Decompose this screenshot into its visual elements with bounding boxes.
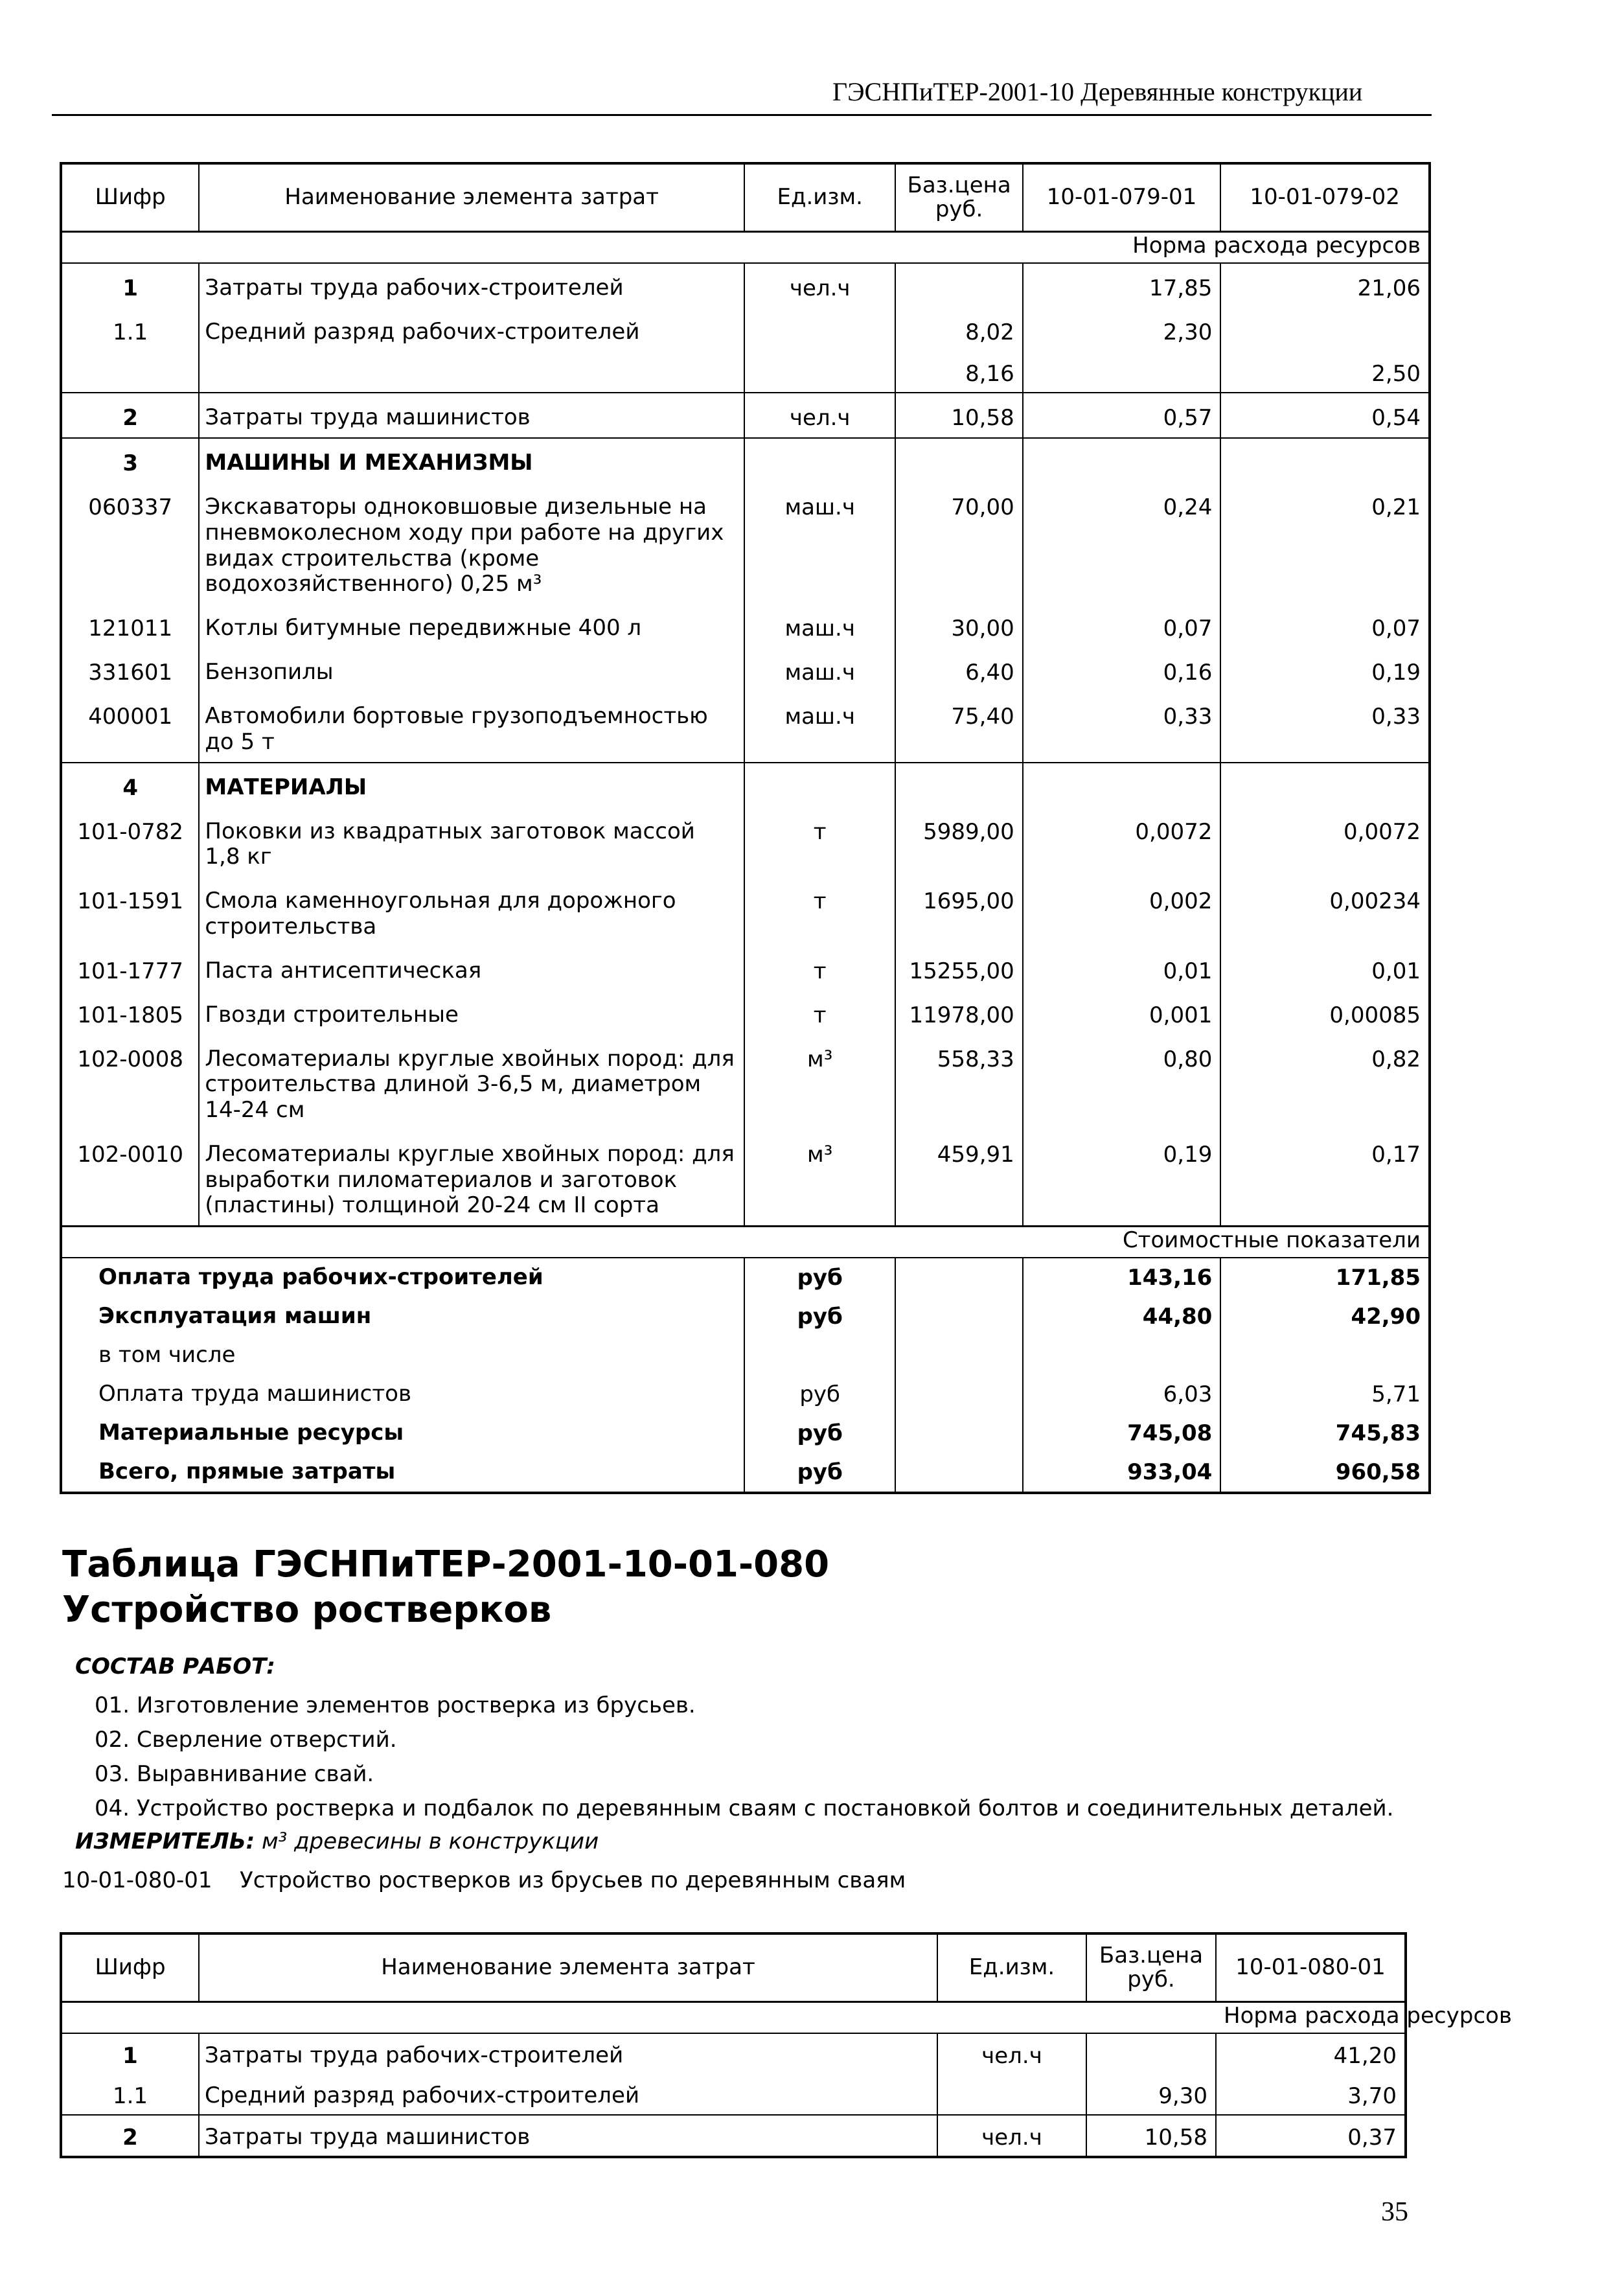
table-row bbox=[61, 1035, 1430, 1130]
row-name: Затраты труда рабочих-строителей bbox=[199, 2033, 937, 2074]
col-b-header: 10-01-079-02 bbox=[1220, 163, 1430, 232]
row-name: Экскаваторы одноковшовые дизельные на пневмоколесном ходу при работе на других видах строительства (кроме водохозяйственного) 0,25 м³ bbox=[199, 483, 744, 604]
cost-row bbox=[61, 1414, 1430, 1453]
table-row bbox=[61, 807, 1430, 877]
col-name-header: Наименование элемента затрат bbox=[199, 163, 744, 232]
row-name: Средний разряд рабочих-строителей bbox=[199, 2074, 937, 2115]
row-name: Смола каменноугольная для дорожного строительства bbox=[199, 877, 744, 947]
work-item: 01. Изготовление элементов ростверка из брусьев. bbox=[95, 1692, 696, 1718]
table-row bbox=[61, 393, 1430, 438]
row-unit: т bbox=[744, 807, 895, 877]
table-body bbox=[61, 2033, 1406, 2157]
row-norm-a: 0,07 bbox=[1023, 604, 1221, 648]
cost-price-empty bbox=[895, 1336, 1022, 1375]
row-code: 3 bbox=[61, 438, 199, 483]
row-code: 101-0782 bbox=[77, 818, 184, 845]
row-price: 30,00 bbox=[895, 604, 1022, 648]
row-code: 1 bbox=[122, 275, 139, 301]
work-item: 03. Выравнивание свай. bbox=[95, 1761, 374, 1787]
row-norm-a: 2,30 bbox=[1023, 308, 1221, 352]
table-row bbox=[61, 692, 1430, 763]
row-price: 75,40 bbox=[895, 692, 1022, 763]
row-norm-b: 0,0072 bbox=[1220, 807, 1430, 877]
cost-label: Оплата труда машинистов bbox=[98, 1381, 412, 1407]
cost-b bbox=[1220, 1336, 1430, 1375]
row-unit: чел.ч bbox=[937, 2115, 1086, 2157]
row-unit bbox=[744, 352, 895, 393]
table-header-row bbox=[61, 163, 1430, 232]
row-norm-b: 2,50 bbox=[1220, 352, 1430, 393]
row-unit: маш.ч bbox=[744, 604, 895, 648]
cost-price-empty bbox=[895, 1375, 1022, 1414]
row-price bbox=[895, 438, 1022, 483]
cost-a: 143,16 bbox=[1023, 1258, 1221, 1297]
row-name: Бензопилы bbox=[199, 648, 744, 692]
row-code: 2 bbox=[61, 2115, 199, 2157]
row-unit: т bbox=[744, 877, 895, 947]
table-row bbox=[61, 483, 1430, 604]
cost-price-empty bbox=[895, 1414, 1022, 1453]
cost-a bbox=[1023, 1336, 1221, 1375]
row-price: 6,40 bbox=[895, 648, 1022, 692]
col-price-header: Баз.цена руб. bbox=[1086, 1933, 1216, 2002]
row-code: 102-0008 bbox=[77, 1046, 184, 1072]
row-unit: чел.ч bbox=[744, 263, 895, 308]
row-unit bbox=[744, 308, 895, 352]
norma-label: Норма расхода ресурсов bbox=[1216, 2002, 1406, 2034]
cost-b: 745,83 bbox=[1220, 1414, 1430, 1453]
row-norm-a: 0,19 bbox=[1023, 1130, 1221, 1227]
col-unit-header: Ед.изм. bbox=[937, 1933, 1086, 2002]
row-price: 11978,00 bbox=[895, 991, 1022, 1035]
row-code: 2 bbox=[61, 393, 199, 438]
header-rule bbox=[52, 114, 1432, 116]
row-norm-a: 0,01 bbox=[1023, 947, 1221, 991]
norma-label: Норма расхода ресурсов bbox=[1023, 232, 1430, 264]
row-price bbox=[1086, 2033, 1216, 2074]
row-name: Котлы битумные передвижные 400 л bbox=[199, 604, 744, 648]
row-price: 15255,00 bbox=[895, 947, 1022, 991]
row-norm-b: 0,17 bbox=[1220, 1130, 1430, 1227]
cost-price-empty bbox=[895, 1453, 1022, 1493]
row-norm-a bbox=[1023, 763, 1221, 807]
row-norm-a: 0,37 bbox=[1216, 2115, 1406, 2157]
row-norm-b: 0,07 bbox=[1220, 604, 1430, 648]
cost-header-row bbox=[61, 1227, 1430, 1258]
cost-b: 171,85 bbox=[1220, 1258, 1430, 1297]
table-row bbox=[61, 604, 1430, 648]
row-name: Средний разряд рабочих-строителей bbox=[199, 308, 744, 352]
row-name: Лесоматериалы круглые хвойных пород: для строительства длиной 3-6,5 м, диаметром 14-24 см bbox=[199, 1035, 744, 1130]
table-header-row bbox=[61, 1933, 1406, 2002]
table-row bbox=[61, 648, 1430, 692]
row-price: 10,58 bbox=[895, 393, 1022, 438]
row-name: Затраты труда рабочих-строителей bbox=[199, 263, 744, 308]
table-row bbox=[61, 352, 1430, 393]
row-norm-a: 0,80 bbox=[1023, 1035, 1221, 1130]
row-unit: т bbox=[744, 991, 895, 1035]
cost-unit: руб bbox=[744, 1375, 895, 1414]
cost-unit: руб bbox=[744, 1297, 895, 1336]
row-norm-a: 0,16 bbox=[1023, 648, 1221, 692]
row-price: 9,30 bbox=[1086, 2074, 1216, 2115]
table-row bbox=[61, 1130, 1430, 1227]
table-row bbox=[61, 308, 1430, 352]
row-unit bbox=[937, 2074, 1086, 2115]
table-title: Таблица ГЭСНПиТЕР-2001-10-01-080 bbox=[62, 1543, 830, 1586]
cost-a: 933,04 bbox=[1023, 1453, 1221, 1493]
cost-row bbox=[61, 1375, 1430, 1414]
table-row bbox=[61, 2074, 1406, 2115]
row-norm-a: 17,85 bbox=[1023, 263, 1221, 308]
subsection-name: Устройство ростверков из брусьев по деревянным сваям bbox=[240, 1867, 906, 1893]
table-body bbox=[61, 263, 1430, 1227]
cost-label: Материальные ресурсы bbox=[98, 1420, 404, 1446]
row-norm-b: 0,54 bbox=[1220, 393, 1430, 438]
row-price: 8,16 bbox=[895, 352, 1022, 393]
table-row bbox=[61, 438, 1430, 483]
row-norm-b: 0,82 bbox=[1220, 1035, 1430, 1130]
cost-price-empty bbox=[895, 1258, 1022, 1297]
col-a-header: 10-01-079-01 bbox=[1023, 163, 1221, 232]
row-unit: чел.ч bbox=[937, 2033, 1086, 2074]
row-code: 101-1805 bbox=[77, 1002, 184, 1028]
izmeritel bbox=[75, 1828, 599, 1854]
row-norm-b: 21,06 bbox=[1220, 263, 1430, 308]
row-norm-a: 3,70 bbox=[1216, 2074, 1406, 2115]
row-name: Затраты труда машинистов bbox=[199, 393, 744, 438]
work-item: 04. Устройство ростверка и подбалок по деревянным сваям с постановкой болтов и соединительных деталей. bbox=[95, 1795, 1394, 1821]
norma-row bbox=[61, 2002, 1406, 2034]
row-unit bbox=[744, 438, 895, 483]
row-code: 101-1777 bbox=[77, 958, 184, 984]
row-price bbox=[895, 263, 1022, 308]
row-norm-a bbox=[1023, 438, 1221, 483]
col-name-header: Наименование элемента затрат bbox=[199, 1933, 937, 2002]
row-code: 1.1 bbox=[113, 319, 148, 345]
resource-table-080 bbox=[60, 1932, 1512, 2158]
cost-row bbox=[61, 1453, 1430, 1493]
row-norm-a: 0,001 bbox=[1023, 991, 1221, 1035]
row-price: 5989,00 bbox=[895, 807, 1022, 877]
table-row bbox=[61, 991, 1430, 1035]
cost-label: Эксплуатация машин bbox=[98, 1303, 372, 1330]
row-norm-a: 0,0072 bbox=[1023, 807, 1221, 877]
cost-body bbox=[61, 1258, 1430, 1493]
cost-price-empty bbox=[895, 1297, 1022, 1336]
resource-table-079 bbox=[60, 162, 1431, 1494]
row-code: 1 bbox=[122, 2043, 138, 2069]
row-name: Лесоматериалы круглые хвойных пород: для выработки пиломатериалов и заготовок (пластины) толщиной 20-24 см II сорта bbox=[199, 1130, 744, 1227]
row-name: МАТЕРИАЛЫ bbox=[199, 763, 744, 807]
row-norm-a: 0,57 bbox=[1023, 393, 1221, 438]
cost-a: 44,80 bbox=[1023, 1297, 1221, 1336]
norma-row bbox=[61, 232, 1430, 264]
cost-unit: руб bbox=[744, 1414, 895, 1453]
row-name: Автомобили бортовые грузоподъемностью до 5 т bbox=[199, 692, 744, 763]
cost-b: 960,58 bbox=[1220, 1453, 1430, 1493]
row-norm-b: 0,00234 bbox=[1220, 877, 1430, 947]
row-price: 1695,00 bbox=[895, 877, 1022, 947]
cost-b: 42,90 bbox=[1220, 1297, 1430, 1336]
cost-a: 6,03 bbox=[1023, 1375, 1221, 1414]
row-unit: маш.ч bbox=[744, 692, 895, 763]
col-unit-header: Ед.изм. bbox=[744, 163, 895, 232]
table-row bbox=[61, 947, 1430, 991]
row-unit: м³ bbox=[744, 1130, 895, 1227]
row-price: 558,33 bbox=[895, 1035, 1022, 1130]
row-norm-b: 0,21 bbox=[1220, 483, 1430, 604]
cost-label: в том числе bbox=[98, 1342, 236, 1368]
col-code-header: Шифр bbox=[61, 1933, 199, 2002]
row-norm-b: 0,00085 bbox=[1220, 991, 1430, 1035]
cost-unit: руб bbox=[744, 1453, 895, 1493]
table-row bbox=[61, 763, 1430, 807]
cost-a: 745,08 bbox=[1023, 1414, 1221, 1453]
cost-header-label: Стоимостные показатели bbox=[1023, 1227, 1430, 1258]
row-code: 060337 bbox=[88, 494, 173, 520]
cost-label: Всего, прямые затраты bbox=[98, 1459, 396, 1485]
row-name: МАШИНЫ И МЕХАНИЗМЫ bbox=[199, 438, 744, 483]
row-norm-b bbox=[1220, 438, 1430, 483]
row-code bbox=[61, 352, 199, 393]
table-row bbox=[61, 2115, 1406, 2157]
row-norm-b bbox=[1220, 763, 1430, 807]
col-code-header: Шифр bbox=[61, 163, 199, 232]
cost-row bbox=[61, 1336, 1430, 1375]
page-number: 35 bbox=[1381, 2197, 1408, 2227]
table-row bbox=[61, 263, 1430, 308]
row-norm-a: 0,002 bbox=[1023, 877, 1221, 947]
row-code: 400001 bbox=[88, 704, 173, 730]
row-name: Затраты труда машинистов bbox=[199, 2115, 937, 2157]
row-price: 70,00 bbox=[895, 483, 1022, 604]
subsection-code: 10-01-080-01 bbox=[62, 1867, 212, 1893]
row-norm-a: 41,20 bbox=[1216, 2033, 1406, 2074]
cost-unit: руб bbox=[744, 1258, 895, 1297]
izmeritel-label: ИЗМЕРИТЕЛЬ: bbox=[75, 1828, 255, 1854]
cost-b: 5,71 bbox=[1220, 1375, 1430, 1414]
row-price bbox=[895, 763, 1022, 807]
row-unit: маш.ч bbox=[744, 648, 895, 692]
cost-label: Оплата труда рабочих-строителей bbox=[98, 1264, 543, 1291]
row-unit: чел.ч bbox=[744, 393, 895, 438]
row-code: 1.1 bbox=[112, 2083, 148, 2109]
row-price: 8,02 bbox=[895, 308, 1022, 352]
row-norm-a bbox=[1023, 352, 1221, 393]
running-header: ГЭСНПиТЕР-2001-10 Деревянные конструкции bbox=[832, 77, 1363, 106]
row-unit: м³ bbox=[744, 1035, 895, 1130]
cost-unit bbox=[744, 1336, 895, 1375]
row-code: 121011 bbox=[88, 616, 173, 642]
row-norm-b: 0,01 bbox=[1220, 947, 1430, 991]
row-norm-b bbox=[1220, 308, 1430, 352]
row-name: Поковки из квадратных заготовок массой 1,8 кг bbox=[199, 807, 744, 877]
sostav-label: СОСТАВ РАБОТ: bbox=[75, 1654, 275, 1679]
row-unit bbox=[744, 763, 895, 807]
row-name: Гвозди строительные bbox=[199, 991, 744, 1035]
row-code: 101-1591 bbox=[77, 888, 184, 915]
row-norm-b: 0,19 bbox=[1220, 648, 1430, 692]
row-code: 4 bbox=[61, 763, 199, 807]
row-code: 331601 bbox=[88, 660, 173, 686]
row-code: 102-0010 bbox=[77, 1141, 184, 1168]
cost-row bbox=[61, 1258, 1430, 1297]
col-price-header: Баз.цена руб. bbox=[895, 163, 1022, 232]
work-item: 02. Сверление отверстий. bbox=[95, 1727, 397, 1753]
row-price: 459,91 bbox=[895, 1130, 1022, 1227]
izmeritel-text: м³ древесины в конструкции bbox=[262, 1828, 599, 1854]
cost-row bbox=[61, 1297, 1430, 1336]
row-norm-a: 0,24 bbox=[1023, 483, 1221, 604]
row-name bbox=[199, 352, 744, 393]
table-subtitle: Устройство ростверков bbox=[62, 1589, 552, 1631]
table-row bbox=[61, 2033, 1406, 2074]
row-norm-a: 0,33 bbox=[1023, 692, 1221, 763]
col-a-header: 10-01-080-01 bbox=[1216, 1933, 1406, 2002]
row-price: 10,58 bbox=[1086, 2115, 1216, 2157]
row-norm-b: 0,33 bbox=[1220, 692, 1430, 763]
table-row bbox=[61, 877, 1430, 947]
row-unit: т bbox=[744, 947, 895, 991]
row-unit: маш.ч bbox=[744, 483, 895, 604]
row-name: Паста антисептическая bbox=[199, 947, 744, 991]
